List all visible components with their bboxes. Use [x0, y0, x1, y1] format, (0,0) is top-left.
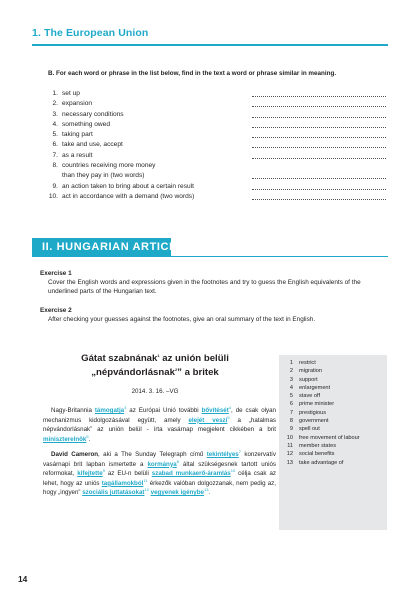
paragraph-text: az EU-n belüli — [104, 470, 152, 478]
vocab-item — [48, 192, 388, 202]
exercise-1-title: Exercise 1 — [40, 270, 72, 277]
exercise-1-text: Cover the English words and expressions given in the footnotes and try to guess the English equivalents of the underlined parts of the Hungarian text. — [48, 279, 361, 296]
article-title-line-1 — [55, 353, 255, 364]
vocab-item — [48, 110, 388, 120]
glossary-number: 2 — [289, 368, 293, 375]
vocab-item — [48, 99, 388, 109]
glossary-number: 11 — [287, 442, 293, 449]
glossary-item — [285, 434, 387, 442]
glossary-item — [285, 384, 387, 392]
article-title-line-2 — [55, 367, 255, 378]
answer-blank[interactable] — [252, 127, 386, 128]
glossary-term: social benefits — [299, 451, 335, 458]
glossary-term: stave off — [299, 393, 321, 400]
glossary-term: enlargement — [299, 384, 331, 391]
answer-blank[interactable] — [252, 96, 386, 97]
vocab-item-number: 2. — [52, 100, 58, 108]
paragraph-text: érkezők valóban dolgozzanak, nem pedig az, hogy „ingyen” — [43, 479, 276, 497]
section-banner — [32, 238, 185, 257]
footnote-ref: 7 — [238, 448, 241, 454]
footnote-ref: 13 — [203, 487, 209, 493]
glossary-item — [285, 450, 387, 458]
paragraph-text: . — [208, 489, 211, 497]
article-title-text: „népvándorlásnak — [91, 367, 175, 378]
vocab-item — [48, 161, 388, 171]
exercise-2-title: Exercise 2 — [40, 307, 72, 314]
glossary-number: 1 — [289, 360, 293, 366]
paragraph-text: Nagy-Britannia — [51, 407, 95, 414]
glossary-term: free movement of labour — [299, 434, 360, 441]
article-title-text: az unión belüli — [159, 353, 229, 364]
article-title-text: Gátat szabnának — [81, 353, 158, 364]
glossary-item — [285, 376, 387, 384]
glossary-item — [285, 417, 387, 425]
answer-blank[interactable] — [252, 158, 386, 159]
footnote-ref: 1 — [157, 352, 160, 358]
vocab-item-text: than they pay in (two words) — [62, 172, 145, 180]
answer-blank[interactable] — [252, 106, 386, 107]
paragraph-text: , de csak olyan mechanizmus kidolgozásával együtt, amely — [43, 407, 276, 424]
glossary-number: 10 — [286, 434, 293, 441]
footnote-ref: 8 — [176, 458, 179, 464]
paragraph-text: a „hatalmas népvándorlásnak” az unión belül - írta vasárnap megjelent cikkében a brit — [43, 416, 276, 434]
paragraph-text: által szükségesnek tartott uniós reformokat, — [43, 460, 276, 478]
glossary-number: 8 — [289, 418, 293, 425]
person-name: David Cameron — [51, 451, 99, 458]
vocab-item-text: as a result — [62, 151, 93, 159]
vocab-item-number: 3. — [52, 110, 58, 118]
footnote-ref: 5 — [227, 414, 230, 420]
vocab-item-number: 4. — [52, 120, 58, 128]
vocab-item — [48, 120, 388, 130]
vocab-item-text: take and use, accept — [62, 141, 123, 149]
glossary-item — [285, 409, 387, 417]
glossary-term: government — [299, 418, 329, 425]
vocab-item-number: 7. — [52, 151, 58, 159]
keyword: szabad munkaerő-áramlás — [151, 470, 231, 478]
task-b-instruction: B. For each word or phrase in the list below, find in the text a word or phrase similar in meaning. — [48, 70, 337, 77]
keyword: vegyenek igénybe — [150, 489, 204, 497]
vocab-item-number: 6. — [52, 141, 58, 149]
glossary-term: member states — [299, 442, 336, 449]
answer-blank[interactable] — [252, 199, 386, 200]
answer-blank[interactable] — [252, 117, 386, 118]
vocab-item-text: expansion — [62, 100, 93, 108]
paragraph-text: az Európai Unió további — [126, 407, 202, 414]
paragraph-text: célja csak az lehet, hogy az uniós — [43, 470, 276, 487]
glossary-number: 6 — [289, 401, 293, 408]
keyword: tagállamokból — [101, 479, 144, 487]
glossary-term: take advantage of — [299, 459, 344, 466]
glossary-item — [285, 392, 387, 400]
glossary-term: spell out — [299, 426, 320, 433]
chapter-title: 1. The European Union — [32, 27, 149, 39]
vocab-item-number: 9. — [52, 182, 58, 190]
keyword: miniszterelnök — [43, 435, 87, 443]
article-paragraph-2 — [43, 450, 276, 498]
vocab-item-text: set up — [62, 90, 80, 97]
vocab-item — [48, 130, 388, 140]
chapter-divider — [32, 44, 388, 46]
glossary-item — [285, 442, 387, 450]
vocab-item-text: an action taken to bring about a certain result — [62, 182, 194, 190]
footnote-ref: 3 — [124, 404, 127, 410]
keyword: támogatja — [94, 407, 125, 414]
article-paragraph-1 — [43, 406, 276, 444]
footnote-ref: 9 — [102, 468, 105, 474]
paragraph-text: konzervatív vasárnapi brit lapban ismertette a — [43, 451, 276, 468]
section-divider — [32, 256, 388, 257]
glossary-item — [285, 459, 387, 467]
vocab-item-number: 5. — [52, 131, 58, 139]
exercise-2-text: After checking your guesses against the footnotes, give an oral summary of the text in English. — [48, 316, 316, 323]
vocab-item — [48, 182, 388, 192]
vocab-item-number: 10. — [48, 192, 58, 200]
glossary-number: 13 — [286, 459, 293, 466]
vocab-item-text: countries receiving more money — [62, 162, 156, 170]
glossary-box — [279, 355, 387, 530]
vocab-list — [48, 89, 388, 202]
glossary-term: prestigious — [299, 409, 327, 416]
keyword: bővítését — [201, 407, 229, 414]
glossary-item — [285, 359, 387, 367]
glossary-term: prime minister — [299, 401, 335, 408]
paragraph-text: . — [88, 435, 91, 443]
keyword: kormánya — [147, 460, 177, 468]
glossary-number: 5 — [289, 393, 293, 400]
glossary-term: support — [299, 376, 318, 383]
vocab-item-number: 1. — [52, 90, 58, 97]
vocab-item — [48, 151, 388, 161]
glossary-item — [285, 425, 387, 433]
footnote-ref: 6 — [86, 433, 89, 439]
vocab-item — [48, 89, 388, 99]
footnote-ref: 11 — [143, 477, 148, 483]
footnote-ref: 10 — [230, 468, 236, 474]
glossary-number: 4 — [289, 384, 293, 391]
glossary-number: 12 — [286, 451, 293, 458]
keyword: elejét veszi — [188, 416, 228, 424]
article-date: 2014. 3. 16. –VG — [131, 388, 179, 395]
answer-blank[interactable] — [252, 147, 386, 148]
glossary-term: migration — [299, 368, 323, 375]
footnote-ref: 2 — [174, 366, 178, 372]
vocab-item-number: 8. — [52, 162, 58, 170]
answer-blank[interactable] — [252, 137, 386, 138]
vocab-item-text: taking part — [62, 131, 93, 139]
vocab-item — [48, 171, 388, 181]
vocab-item-text: act in accordance with a demand (two words) — [62, 192, 195, 200]
section-title: II. HUNGARIAN ARTICLE — [42, 241, 185, 253]
glossary-number: 3 — [289, 376, 293, 383]
vocab-item — [48, 140, 388, 150]
page-number: 14 — [18, 574, 28, 584]
glossary-item — [285, 400, 387, 408]
glossary-number: 7 — [289, 409, 293, 416]
keyword: tekintélyes — [206, 451, 239, 458]
footnote-ref: 12 — [144, 487, 149, 493]
glossary-number: 9 — [289, 426, 293, 433]
keyword: kifejtette — [77, 470, 103, 478]
paragraph-text: , aki a The Sunday Telegraph című — [98, 451, 207, 458]
answer-blank[interactable] — [252, 189, 386, 190]
vocab-item-text: something owed — [62, 120, 111, 128]
glossary-term: restrict — [299, 360, 316, 366]
answer-blank[interactable] — [252, 178, 386, 179]
vocab-item-text: necessary conditions — [62, 110, 124, 118]
footnote-ref: 4 — [228, 404, 232, 410]
glossary-item — [285, 367, 387, 375]
article-title-text: ” a britek — [177, 367, 219, 378]
keyword: szociális juttatásokat — [82, 489, 145, 497]
